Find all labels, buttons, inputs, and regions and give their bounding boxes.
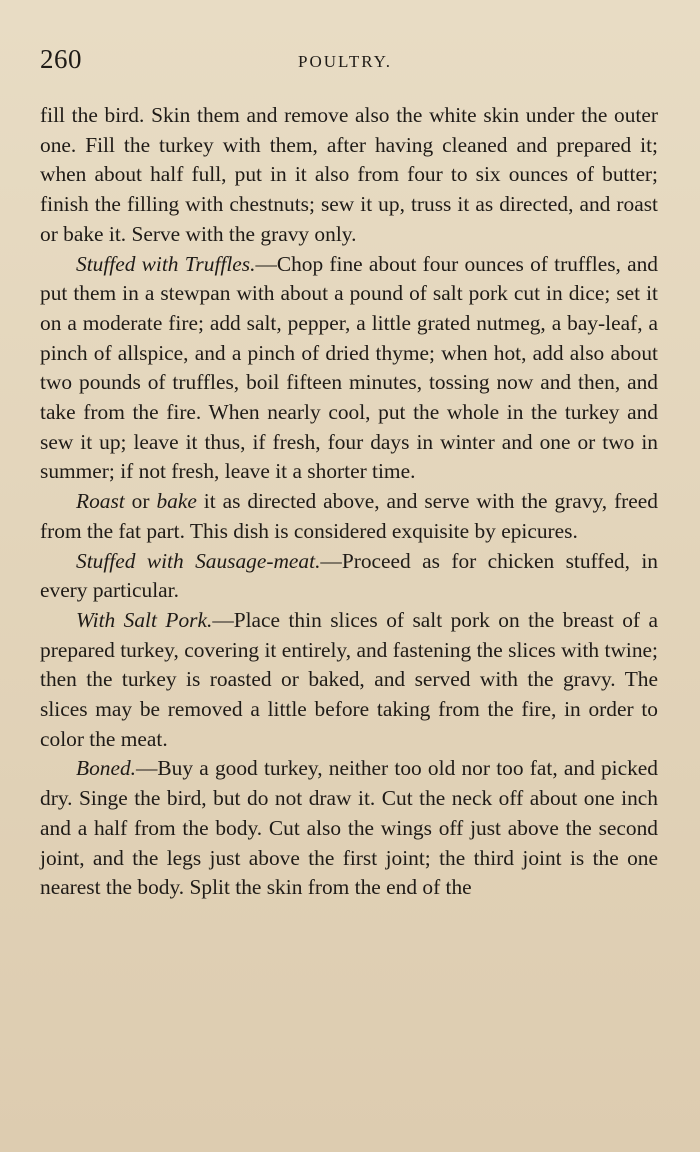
paragraph-text: —Chop fine about four ounces of truffles, and put them in a stewpan with about a pound of salt pork cut in dice; set it on a moderate fire; add salt, pepper, a little grated nutmeg, a bay-leaf, a pinch of allspice, and a pinch of dried thyme; when hot, add also about two pounds of truffles, boil fifteen minutes, tossing now and then, and take from the fire. When nearly cool, put the whole in the turkey and sew it up; leave it thus, if fresh, four days in winter and one or two in summer; if not fresh, leave it a shorter time. [40,251,658,484]
paragraph-boned [40,754,658,903]
paragraph-text: —Proceed as for chicken stuffed, in every particular. [40,548,658,603]
paragraph-text: —Buy a good turkey, neither too old nor too fat, and picked dry. Singe the bird, but do not draw it. Cut the neck off about one inch and a half from the body. Cut also the wings off just above the second joint, and the legs just above the first joint; the third joint is the one nearest the body. Split the skin from the end of the [40,756,658,900]
paragraph-chestnut-continued [40,101,658,250]
page-body [40,101,658,903]
paragraph-text: fill the bird. Skin them and remove also the white skin under the outer one. Fill the turkey with them, after having cleaned and prepared it; when about half full, put in it also from four to six ounces of butter; finish the filling with chestnuts; sew it up, truss it as directed, and roast or bake it. Serve with the gravy only. [40,103,658,246]
run-in-heading: Stuffed with Truffles. [76,251,256,276]
paragraph-roast-or-bake [40,487,658,546]
paragraph-with-salt-pork [40,606,658,755]
paragraph-stuffed-with-truffles [40,250,658,488]
run-in-heading: Stuffed with Sausage-meat. [76,548,321,573]
run-in-heading: bake [156,489,197,514]
paragraph-text: it as directed above, and serve with the gravy, freed from the fat part. This dish is considered exquisite by epicures. [40,489,658,543]
paragraph-stuffed-with-sausage-meat [40,547,658,606]
run-in-heading: Boned. [76,756,136,781]
paragraph-text: —Place thin slices of salt pork on the breast of a prepared turkey, covering it entirely, and fastening the slices with twine; then the turkey is roasted or baked, and served with the gravy. The slices may be removed a little before taking from the fire, in order to color the meat. [40,607,658,751]
page-header [40,44,658,78]
paragraph-connector: or [124,489,157,514]
running-head: POULTRY. [298,52,392,71]
run-in-heading: With Salt Pork. [76,607,213,632]
run-in-heading: Roast [76,489,125,514]
page-number: 260 [40,44,82,74]
